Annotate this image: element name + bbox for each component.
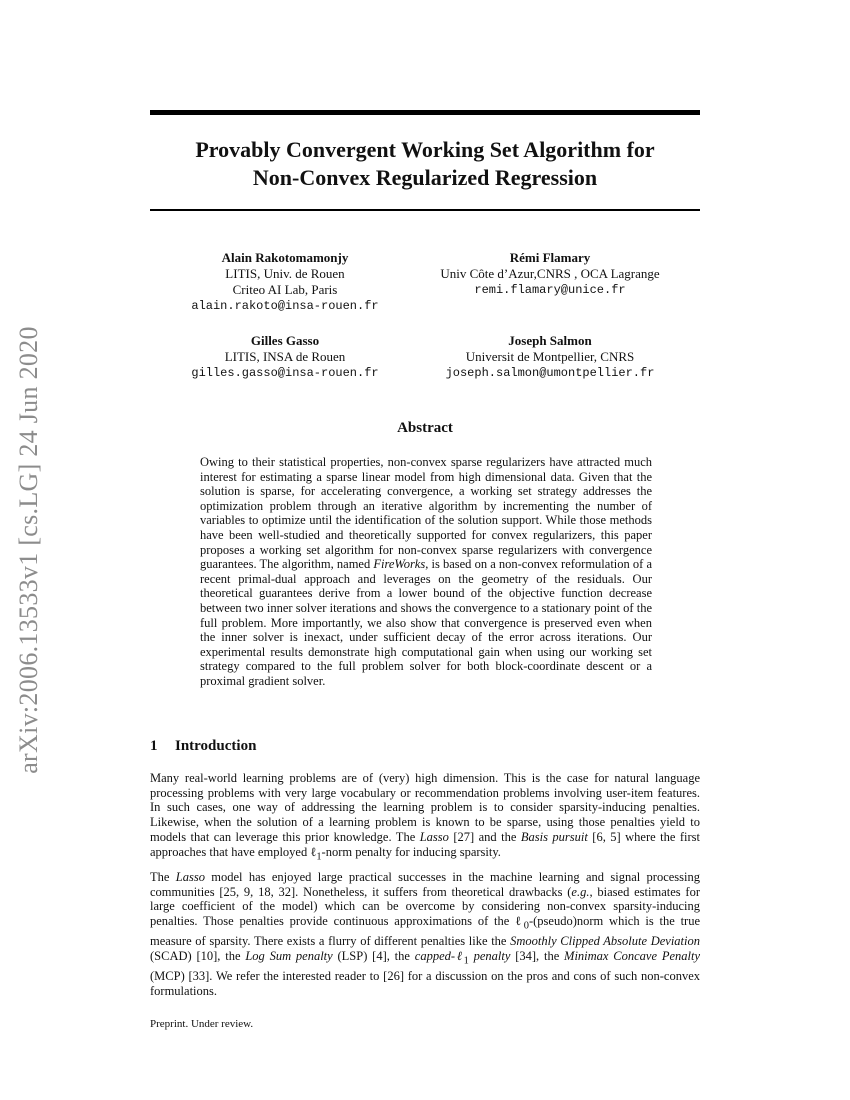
- paragraph-text: model has enjoyed large practical successes in the machine learning and signal processing communities [25, 9, 18, 32]. Nonetheless, it suffers from theoretical drawbacks (: [150, 870, 701, 899]
- paragraph-text: [6, 5] where the first approaches that have employed ℓ: [150, 829, 700, 859]
- arxiv-id-text: arXiv:2006.13533v1 [cs.LG] 24 Jun 2020: [14, 326, 43, 774]
- author-affiliation: LITIS, Univ. de Rouen: [225, 266, 345, 281]
- author-name: Joseph Salmon: [508, 333, 592, 348]
- paragraph-text: (MCP) [33]. We refer the interested reader to [26] for a discussion on the pros and cons of such non-convex formulations.: [150, 969, 700, 998]
- paragraph-text: -norm penalty for inducing sparsity.: [321, 844, 501, 859]
- abstract-text-segment: Owing to their statistical properties, non-convex sparse regularizers have attracted much interest for estimating a sparse linear model from high dimensional data. Given that the solution is sparse, for accelerating convergence, a working set strategy addresses the optimization problem through an iterative algorithm by incrementing the number of variables to optimize until the identification of the solution support. While those methods have been well-studied and theoretically supported for convex regularizers, this paper proposes a working set algorithm for non-convex sparse regularizers with convergence guarantees. The algorithm, named: [200, 455, 652, 572]
- abstract-text-segment: , is based on a non-convex reformulation of a recent primal-dual approach and leverages on the geometry of the residuals. Our theoretical guarantees derive from a lower bound of the objective function decrease between two inner solver iterations and shows the convergence to a stationary point of the full problem. More importantly, we also show that convergence is preserved even when the inner solver is inexact, under sufficient decay of the error across iterations. Our experimental results demonstrate high computational gain when using our working set strategy compared to the full problem solver for both block-coordinate descent or a proximal gradient solver.: [200, 557, 652, 688]
- paragraph-text: biased estimates for large coefficient of the model) which can be overcome by considering non-convex sparsity-inducing penalties. Those penalties provide continuous approximations of the ℓ: [150, 884, 700, 929]
- title-bottom-rule: [150, 209, 700, 211]
- algorithm-name: FireWorks: [373, 557, 426, 572]
- author-block: [410, 250, 690, 298]
- title-line-2: Non-Convex Regularized Regression: [252, 165, 598, 190]
- section-title: Introduction: [175, 738, 257, 754]
- title-line-1: Provably Convergent Working Set Algorithm for: [195, 137, 655, 162]
- emphasis-term: capped-ℓ: [414, 949, 464, 964]
- emphasis-term: Basis pursuit: [520, 829, 588, 844]
- author-name: Rémi Flamary: [509, 250, 591, 265]
- emphasis-term: Lasso: [175, 870, 205, 884]
- emphasis-term: penalty: [468, 949, 511, 964]
- emphasis-term: Minimax Concave Penalty: [564, 949, 700, 964]
- paper-title: [150, 136, 700, 192]
- author-name: Gilles Gasso: [250, 333, 320, 348]
- math-subscript: 0: [523, 920, 529, 932]
- author-block: [150, 333, 420, 381]
- author-affiliation: Univ Côte d’Azur,CNRS , OCA Lagrange: [440, 266, 660, 281]
- author-affiliation: Universit de Montpellier, CNRS: [465, 349, 635, 364]
- math-subscript: 1: [316, 851, 322, 863]
- section-number: 1: [150, 738, 158, 754]
- author-email[interactable]: joseph.salmon@umontpellier.fr: [445, 366, 655, 380]
- paragraph-text: [27] and the: [448, 829, 521, 844]
- author-email[interactable]: gilles.gasso@insa-rouen.fr: [191, 366, 379, 380]
- math-subscript: 1: [463, 955, 469, 967]
- author-name: Alain Rakotomamonjy: [221, 250, 349, 265]
- abstract-text: [200, 455, 652, 689]
- arxiv-identifier-stamp: [8, 300, 50, 800]
- intro-paragraph-1: [150, 771, 700, 865]
- emphasis-term: e.g.,: [571, 884, 593, 899]
- paragraph-text: [34], the: [510, 949, 565, 964]
- section-heading-introduction: [150, 738, 256, 755]
- title-top-rule: [150, 110, 700, 115]
- abstract-heading: Abstract: [397, 420, 453, 436]
- author-affiliation: Criteo AI Lab, Paris: [232, 282, 338, 297]
- author-email[interactable]: remi.flamary@unice.fr: [474, 283, 626, 297]
- author-block: [410, 333, 690, 381]
- emphasis-term: Lasso: [419, 829, 449, 844]
- paragraph-text: Many real-world learning problems are of (very) high dimension. This is the case for natural language processing problems with very large vocabulary or recommendation problems involving user-item features. In such cases, one way of addressing the learning problem is to consider sparsity-inducing penalties. Likewise, when the solution of a learning problem is known to be sparse, using those penalties yield to models that can leverage this prior knowledge. The: [150, 771, 700, 844]
- intro-paragraph-2: [150, 870, 700, 999]
- footer-note: Preprint. Under review.: [150, 1018, 254, 1030]
- paragraph-text: -(pseudo)norm which is the true measure of sparsity. There exists a flurry of different penalties like the: [150, 914, 700, 949]
- emphasis-term: Log Sum penalty: [245, 949, 333, 964]
- paragraph-text: (LSP) [4], the: [332, 949, 415, 964]
- author-block: [150, 250, 420, 314]
- paragraph-text: The: [150, 870, 176, 884]
- emphasis-term: Smoothly Clipped Absolute Deviation: [510, 934, 700, 949]
- author-affiliation: LITIS, INSA de Rouen: [224, 349, 346, 364]
- paragraph-text: (SCAD) [10], the: [150, 949, 246, 964]
- author-email[interactable]: alain.rakoto@insa-rouen.fr: [191, 299, 379, 313]
